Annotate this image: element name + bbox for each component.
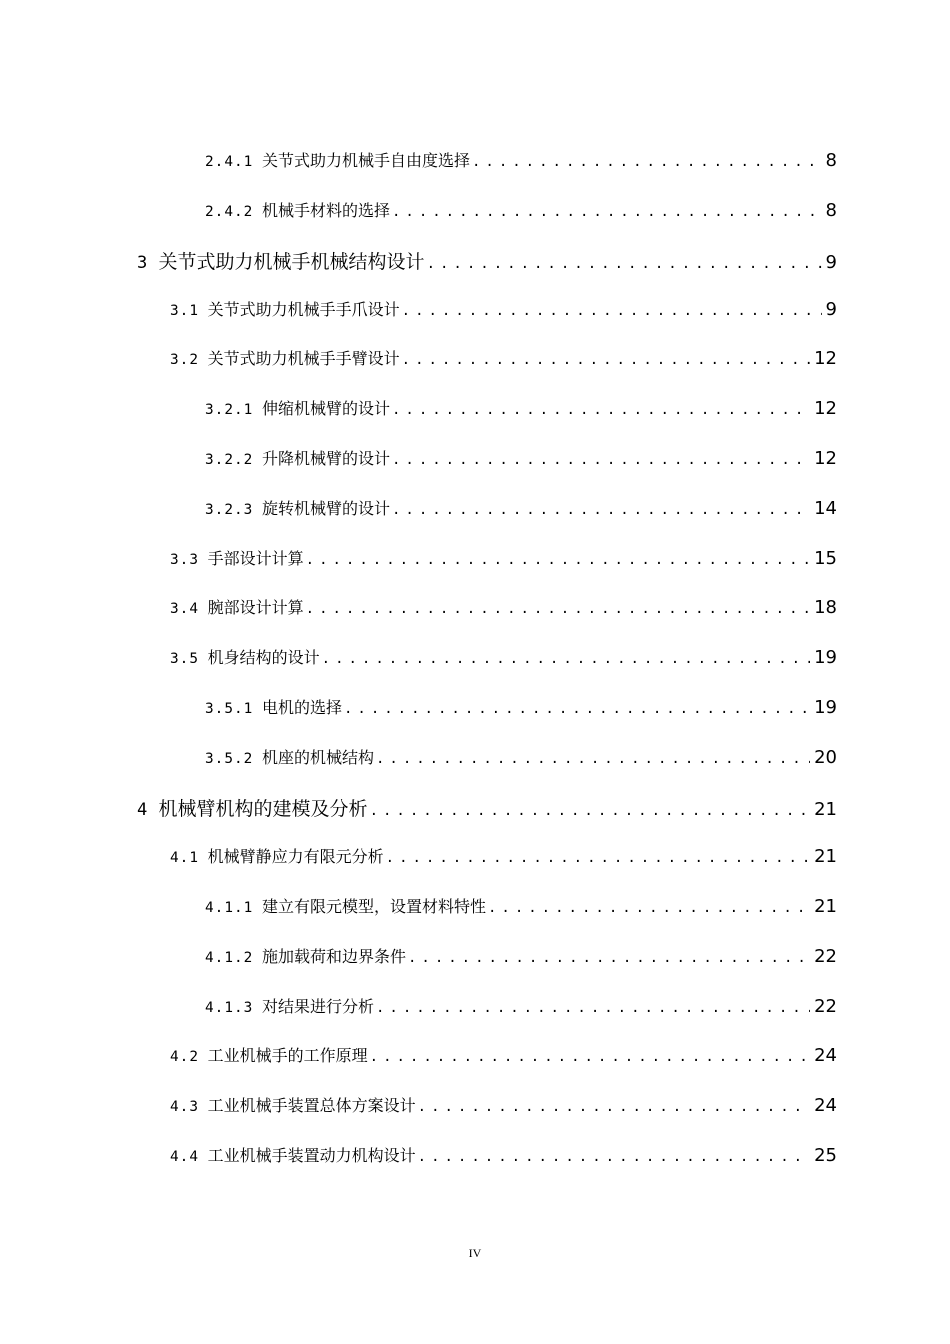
toc-entry-page: 14 <box>814 498 837 519</box>
toc-dot-leader <box>418 1099 810 1115</box>
toc-dot-leader <box>376 751 810 767</box>
toc-entry-title: 对结果进行分析 <box>261 997 374 1016</box>
toc-entry-number: 4.1.2 <box>205 950 254 966</box>
toc-entry[interactable] <box>170 645 837 675</box>
toc-entry[interactable] <box>137 247 837 277</box>
toc-entry[interactable] <box>205 695 837 725</box>
toc-entry-page: 8 <box>825 200 837 221</box>
toc-entry-page: 20 <box>814 747 837 768</box>
toc-entry-title: 关节式助力机械手手爪设计 <box>207 300 400 319</box>
toc-dot-leader <box>306 552 810 568</box>
toc-dot-leader <box>392 452 810 468</box>
toc-entry-title: 建立有限元模型，设置材料特性 <box>261 897 486 916</box>
toc-entry-page: 21 <box>814 799 837 820</box>
toc-entry[interactable] <box>170 844 837 874</box>
toc-entry-page: 21 <box>814 846 837 867</box>
toc-dot-leader <box>306 601 810 617</box>
toc-entry-page: 12 <box>814 348 837 369</box>
toc-entry[interactable] <box>170 297 837 327</box>
toc-dot-leader <box>427 256 822 272</box>
toc-entry[interactable] <box>205 148 837 178</box>
toc-entry-title: 工业机械手装置总体方案设计 <box>207 1096 416 1115</box>
toc-entry-page: 24 <box>814 1095 837 1116</box>
toc-entry-number: 2.4.1 <box>205 154 254 170</box>
toc-entry-number: 3.2.3 <box>205 502 254 518</box>
toc-dot-leader <box>322 651 810 667</box>
toc-dot-leader <box>418 1149 810 1165</box>
toc-entry-page: 19 <box>814 647 837 668</box>
toc-entry-number: 2.4.2 <box>205 204 254 220</box>
toc-entry[interactable] <box>137 794 837 824</box>
toc-dot-leader <box>488 900 810 916</box>
toc-entry[interactable] <box>205 396 837 426</box>
toc-entry-page: 15 <box>814 548 837 569</box>
toc-entry-number: 3.2.1 <box>205 402 254 418</box>
toc-dot-leader <box>408 950 810 966</box>
toc-entry-title: 电机的选择 <box>261 698 342 717</box>
toc-entry-number: 4.1.1 <box>205 900 254 916</box>
toc-entry[interactable] <box>205 994 837 1024</box>
toc-entry-title: 工业机械手的工作原理 <box>207 1046 368 1065</box>
toc-entry-number: 4.1.3 <box>205 1000 254 1016</box>
toc-entry-page: 12 <box>814 448 837 469</box>
toc-entry-number: 3.3 <box>170 552 199 568</box>
toc-entry-page: 18 <box>814 597 837 618</box>
toc-entry[interactable] <box>170 1093 837 1123</box>
toc-entry-number: 3.5 <box>170 651 199 667</box>
toc-entry-title: 机械手材料的选择 <box>261 201 390 220</box>
toc-entry-page: 25 <box>814 1145 837 1166</box>
toc-entry-number: 3.5.1 <box>205 701 254 717</box>
toc-dot-leader <box>376 1000 810 1016</box>
toc-entry-number: 3.2.2 <box>205 452 254 468</box>
toc-dot-leader <box>344 701 810 717</box>
toc-entry-title: 旋转机械臂的设计 <box>261 499 390 518</box>
toc-entry-title: 工业机械手装置动力机构设计 <box>207 1146 416 1165</box>
toc-entry[interactable] <box>205 446 837 476</box>
toc-dot-leader <box>392 204 822 220</box>
toc-entry[interactable] <box>205 745 837 775</box>
toc-entry[interactable] <box>170 346 837 376</box>
toc-entry-title: 腕部设计计算 <box>207 598 304 617</box>
toc-entry-page: 24 <box>814 1045 837 1066</box>
page-number-footer: IV <box>468 1246 482 1260</box>
toc-entry-page: 22 <box>814 946 837 967</box>
toc-entry-title: 关节式助力机械手自由度选择 <box>261 151 470 170</box>
toc-entry[interactable] <box>205 944 837 974</box>
toc-entry-title: 机械臂静应力有限元分析 <box>207 847 384 866</box>
toc-dot-leader <box>402 352 810 368</box>
toc-dot-leader <box>392 502 810 518</box>
toc-entry-title: 关节式助力机械手手臂设计 <box>207 349 400 368</box>
toc-entry-number: 4.1 <box>170 850 199 866</box>
toc-entry[interactable] <box>170 595 837 625</box>
toc-entry-title: 升降机械臂的设计 <box>261 449 390 468</box>
toc-dot-leader <box>392 402 810 418</box>
toc-entry[interactable] <box>205 496 837 526</box>
toc-entry-page: 12 <box>814 398 837 419</box>
toc-entry-number: 3.1 <box>170 303 199 319</box>
toc-entry-number: 4 <box>137 800 149 820</box>
toc-dot-leader <box>386 850 810 866</box>
toc-entry[interactable] <box>205 894 837 924</box>
toc-entry-title: 关节式助力机械手机械结构设计 <box>158 251 425 273</box>
toc-entry[interactable] <box>170 1143 837 1173</box>
toc-entry-page: 8 <box>825 150 837 171</box>
toc-entry-title: 机座的机械结构 <box>261 748 374 767</box>
toc-dot-leader <box>402 303 822 319</box>
toc-entry-title: 施加载荷和边界条件 <box>261 947 406 966</box>
toc-entry-page: 21 <box>814 896 837 917</box>
toc-entry-number: 3.5.2 <box>205 751 254 767</box>
toc-entry-number: 3.2 <box>170 352 199 368</box>
toc-entry-number: 4.2 <box>170 1049 199 1065</box>
toc-entry[interactable] <box>205 198 837 228</box>
toc-dot-leader <box>472 154 822 170</box>
toc-entry-page: 19 <box>814 697 837 718</box>
toc-entry-title: 机身结构的设计 <box>207 648 320 667</box>
toc-entry-title: 伸缩机械臂的设计 <box>261 399 390 418</box>
toc-entry-page: 9 <box>825 252 837 273</box>
toc-entry[interactable] <box>170 546 837 576</box>
toc-dot-leader <box>370 803 811 819</box>
toc-dot-leader <box>370 1049 810 1065</box>
toc-entry-page: 9 <box>825 299 837 320</box>
toc-entry-title: 机械臂机构的建模及分析 <box>158 798 368 820</box>
toc-entry-page: 22 <box>814 996 837 1017</box>
toc-entry-number: 3 <box>137 253 149 273</box>
toc-entry-number: 4.3 <box>170 1099 199 1115</box>
toc-entry-number: 3.4 <box>170 601 199 617</box>
toc-entry[interactable] <box>170 1043 837 1073</box>
toc-entry-title: 手部设计计算 <box>207 549 304 568</box>
toc-entry-number: 4.4 <box>170 1149 199 1165</box>
